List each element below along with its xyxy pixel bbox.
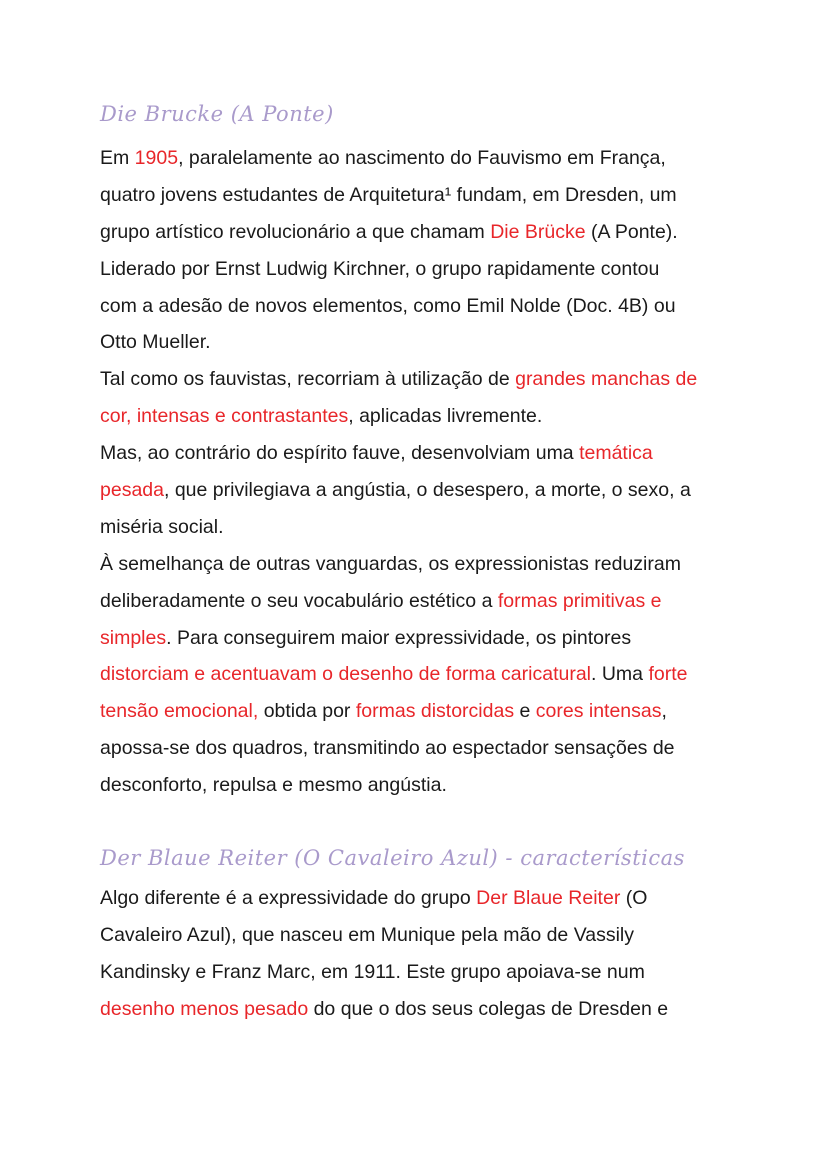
text-line <box>100 583 697 620</box>
text-line <box>100 693 697 730</box>
section-heading-der-blaue-reiter: Der Blaue Reiter (O Cavaleiro Azul) - características <box>100 846 685 870</box>
text-segment: miséria social. <box>100 515 224 538</box>
highlighted-term: simples <box>100 626 167 649</box>
text-line <box>100 472 697 509</box>
text-line <box>100 767 697 804</box>
text-segment: e <box>514 700 536 723</box>
text-segment: , paralelamente ao nascimento do Fauvismo em França, <box>178 147 666 169</box>
text-segment: quatro jovens estudantes de Arquitetura¹ fundam, em Dresden, um <box>100 183 677 206</box>
text-segment: Em <box>100 147 135 169</box>
text-segment: do que o dos seus colegas de Dresden e <box>308 997 669 1020</box>
text-line <box>100 177 697 214</box>
text-segment: , aplicadas livremente. <box>348 405 543 428</box>
highlighted-term: Der Blaue Reiter <box>476 887 621 909</box>
text-segment: obtida por <box>258 700 356 723</box>
text-line <box>100 656 697 693</box>
text-segment: Cavaleiro Azul), que nasceu em Munique pela mão de Vassily <box>100 923 635 946</box>
paragraph-der-blaue-reiter <box>100 880 668 1028</box>
highlighted-term: desenho menos pesado <box>100 997 309 1020</box>
text-segment: Otto Mueller. <box>100 331 211 354</box>
text-line <box>100 435 697 472</box>
text-line <box>100 509 697 546</box>
highlighted-term: formas primitivas e <box>497 589 662 612</box>
text-line <box>100 954 668 991</box>
text-line <box>100 288 697 325</box>
text-segment: Kandinsky e Franz Marc, em 1911. Este grupo apoiava-se num <box>100 960 645 983</box>
text-segment: Tal como os fauvistas, recorriam à utilização de <box>100 368 516 391</box>
text-line <box>100 140 697 177</box>
text-line <box>100 546 697 583</box>
text-segment: À semelhança de outras vanguardas, os expressionistas reduziram <box>100 552 681 575</box>
section-heading-die-brucke: Die Brucke (A Ponte) <box>100 102 334 126</box>
text-line <box>100 991 668 1028</box>
text-segment: (O <box>620 887 648 909</box>
text-line <box>100 730 697 767</box>
text-segment: grupo artístico revolucionário a que chamam <box>100 220 491 243</box>
text-segment: com a adesão de novos elementos, como Emil Nolde (Doc. 4B) ou <box>100 294 676 317</box>
text-line <box>100 917 668 954</box>
text-segment: Mas, ao contrário do espírito fauve, desenvolviam uma <box>100 442 580 465</box>
text-segment: , <box>661 700 667 723</box>
text-segment: . Para conseguirem maior expressividade, os pintores <box>166 626 632 649</box>
text-line <box>100 251 697 288</box>
text-segment: Liderado por Ernst Ludwig Kirchner, o grupo rapidamente contou <box>100 257 660 280</box>
highlighted-term: Die Brücke <box>490 220 586 243</box>
highlighted-term: forte <box>648 663 688 686</box>
text-line <box>100 324 697 361</box>
text-segment: , que privilegiava a angústia, o desespero, a morte, o sexo, a <box>163 479 691 502</box>
text-segment: apossa-se dos quadros, transmitindo ao espectador sensações de <box>100 737 675 760</box>
highlighted-term: distorciam e acentuavam o desenho de forma caricatural <box>100 663 592 686</box>
text-segment: Algo diferente é a expressividade do grupo <box>100 887 477 909</box>
paragraph-die-brucke <box>100 140 697 804</box>
text-segment: (A Ponte). <box>585 220 678 243</box>
text-line <box>100 620 697 657</box>
highlighted-term: cor, intensas e contrastantes <box>100 405 349 428</box>
highlighted-term: 1905 <box>134 147 179 169</box>
highlighted-term: cores intensas <box>535 700 662 723</box>
highlighted-term: formas distorcidas <box>355 700 515 723</box>
text-line <box>100 214 697 251</box>
text-segment: . Uma <box>591 663 649 686</box>
text-line <box>100 880 668 917</box>
highlighted-term: tensão emocional, <box>100 700 259 723</box>
text-line <box>100 398 697 435</box>
highlighted-term: pesada <box>100 479 164 502</box>
highlighted-term: temática <box>579 442 653 465</box>
text-segment: desconforto, repulsa e mesmo angústia. <box>100 774 447 797</box>
text-segment: deliberadamente o seu vocabulário estético a <box>100 589 498 612</box>
highlighted-term: grandes manchas de <box>515 368 698 391</box>
text-line <box>100 361 697 398</box>
